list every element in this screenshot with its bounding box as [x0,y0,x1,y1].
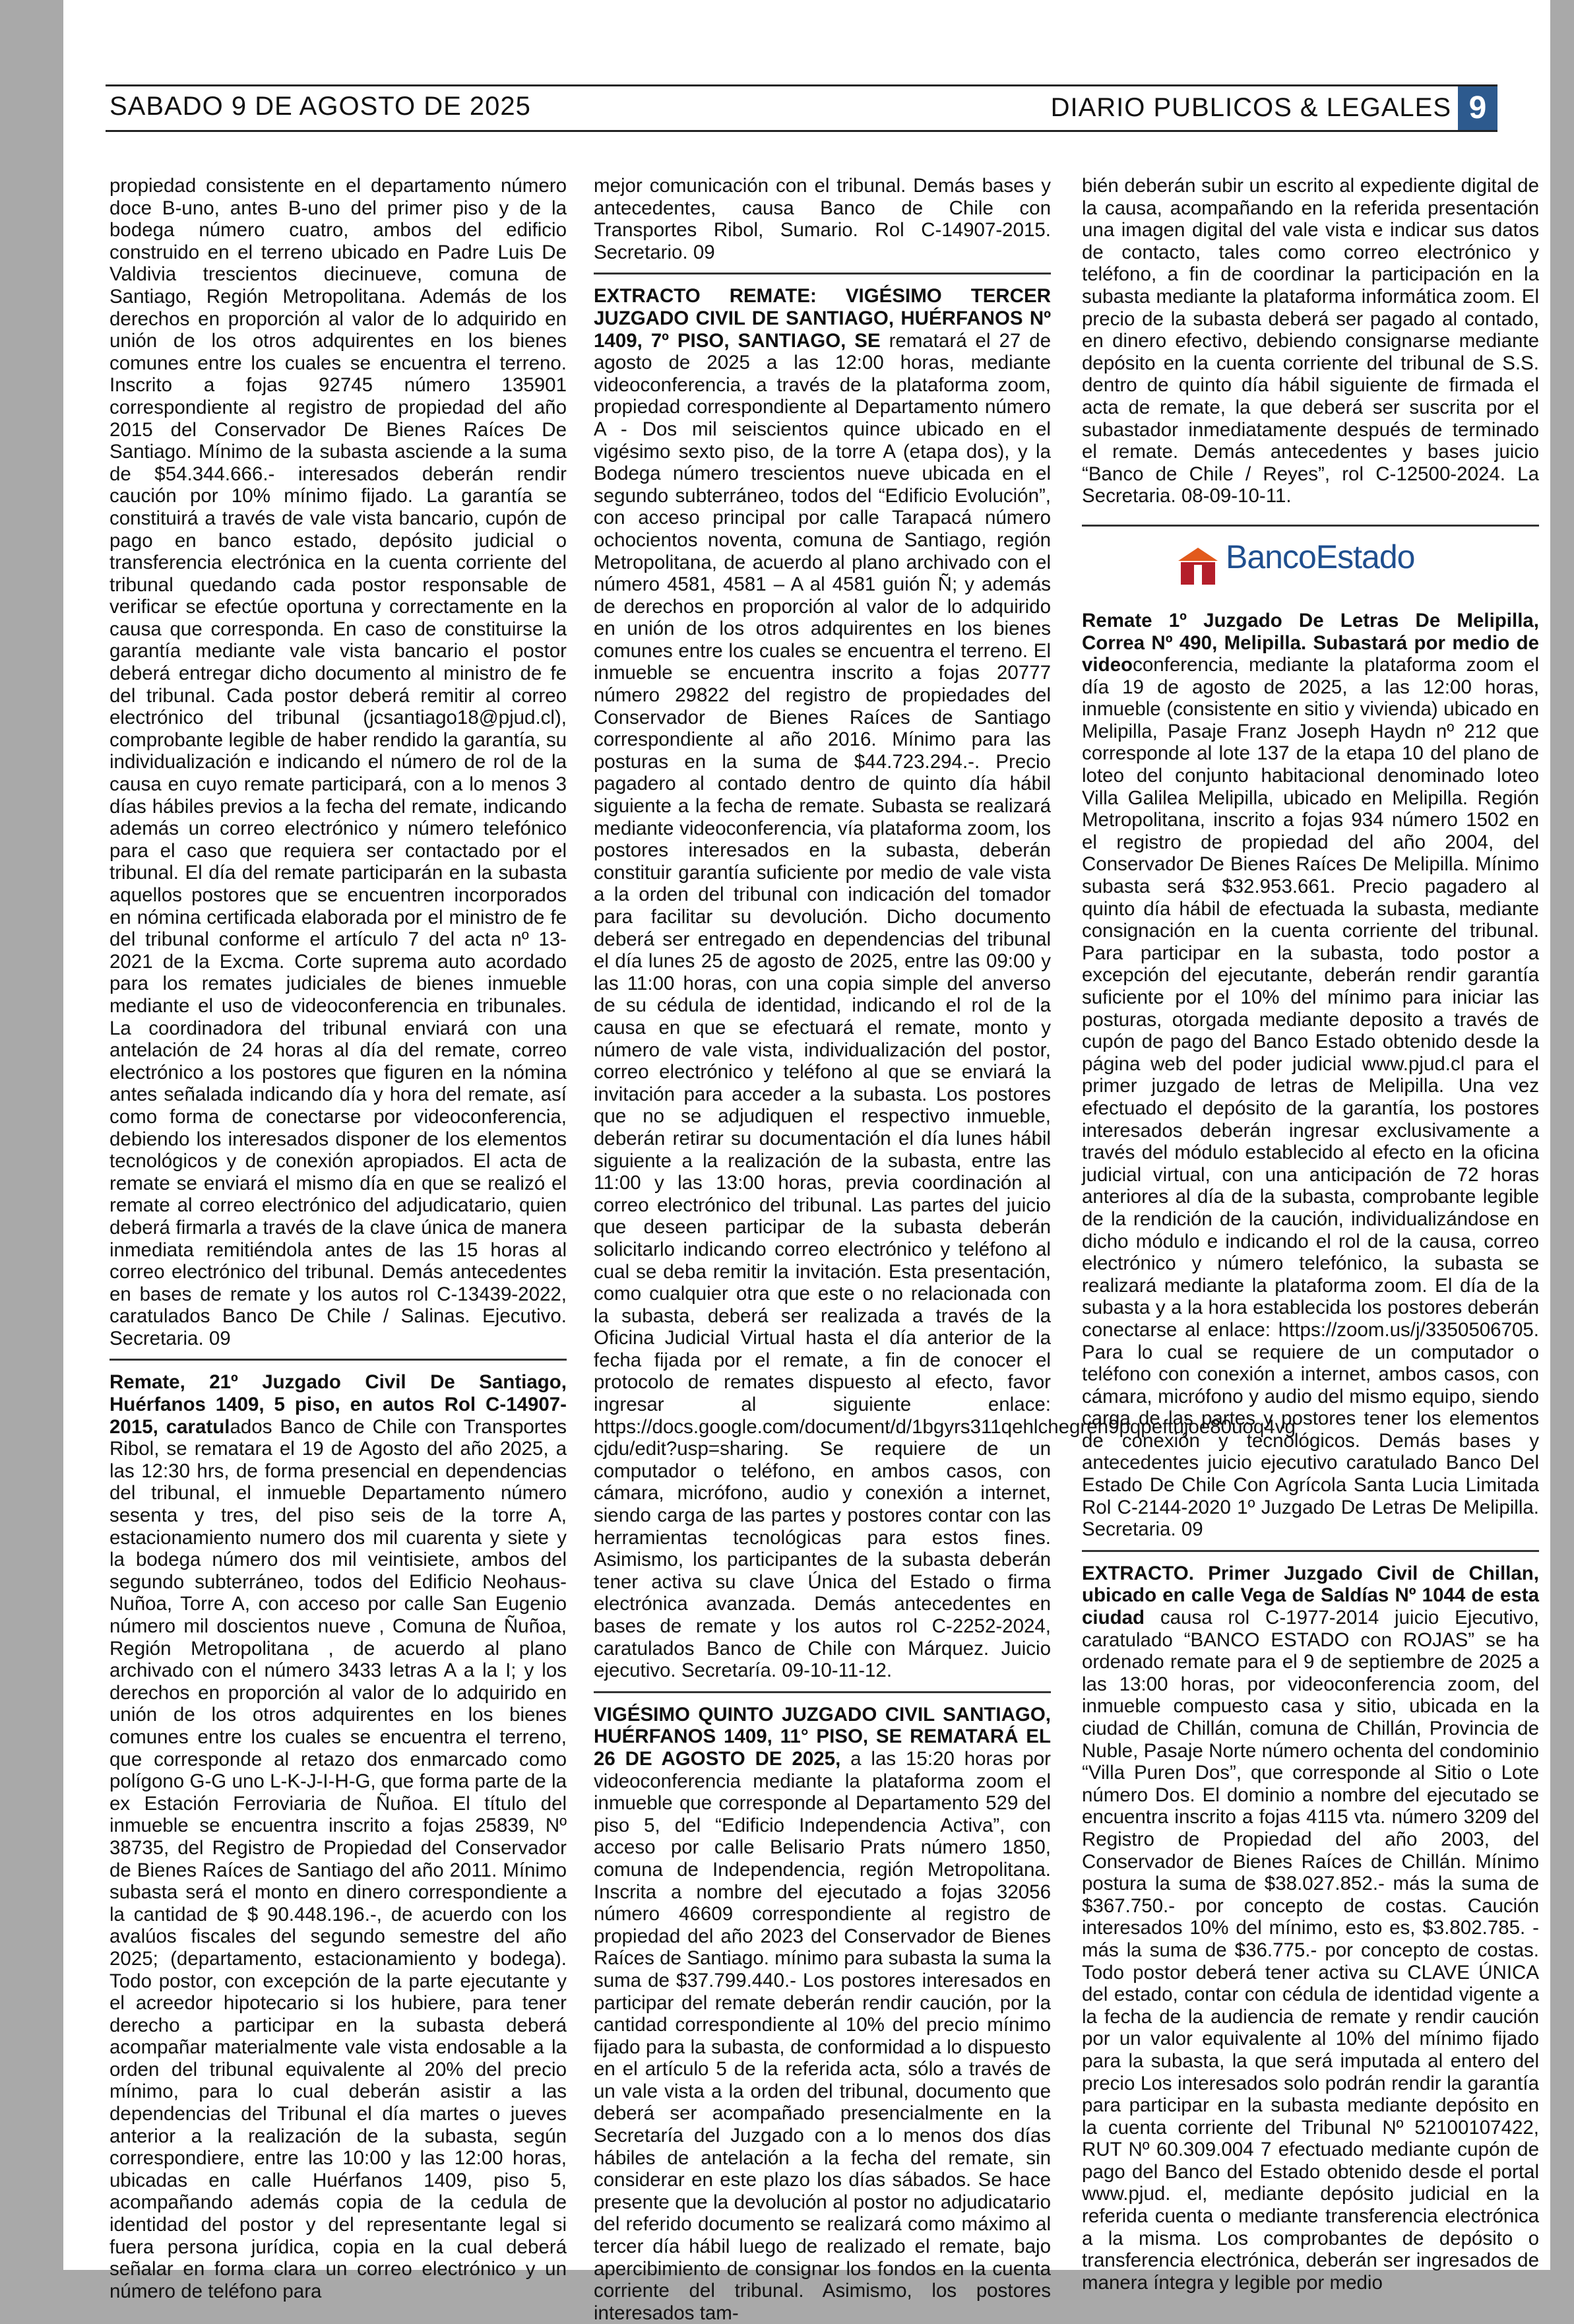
column-1 [110,175,567,2302]
notice-heading: Remate, 21º Juzgado Civil De Santiago, Huérfanos 1409, 5 piso, en autos Rol C-14907-2015, caratul [110,1371,567,1438]
notice-body: causa rol C-1977-2014 juicio Ejecutivo, caratulado “BANCO ESTADO con ROJAS” se ha ordenado remate para el 9 de septiembre de 2025 a las 13:00 horas, por videoconferencia zoom, del inmueble compuesto casa y sitio, ubicada en la ciudad de Chillán, comuna de Chillán, Provincia de Nuble, Pasaje Norte número ochenta del condominio “Villa Puren Dos”, que corresponde al Sitio o Lote número Dos. El dominio a nombre del ejecutado se encuentra inscrito a fojas 4115 vta. número 3209 del Registro de Propiedad del año 2003, del Conservador de Bienes Raíces de Chillán. Mínimo postura la suma de $38.027.852.- más la suma de $367.750.- por concepto de costas. Caución interesados 10% del mínimo, esto es, $3.802.785. - más la suma de $36.775.- por concepto de costas. Todo postor deberá tener activa su CLAVE ÚNICA del estado, contar con cédula de identidad vigente a la fecha de la audiencia de remate y rendir caución por un valor equivalente al 10% del mínimo fijado para la subasta, la que será imputada al entero del precio Los interesados solo podrán rendir la garantía para participar en la subasta mediante depósito en la cuenta corriente del Tribunal Nº 52100107422, RUT Nº 60.309.004 7 efectuado mediante cupón de pago del Banco del Estado obtenido desde el portal www.pjud. el, mediante depósito judicial en la referida cuenta o mediante transferencia electrónica a la misma. Los comprobantes de depósito o transferencia electrónica, deberán ser ingresados de manera íntegra y legible por medio [1082,1607,1539,2294]
issue-date: SABADO 9 DE AGOSTO DE 2025 [110,92,531,121]
notice-heading: Remate 1º Juzgado De Letras De Melipilla, Correa Nº 490, Melipilla. Subastará por medio de video [1082,609,1539,676]
bancoestado-logo [1082,525,1539,591]
notice-continuation: bién deberán subir un escrito al expediente digital de la causa, acompañando en la referida presentación una imagen digital del vale vista e indicar sus datos de contacto, tales como correo electrónico y teléfono, a fin de coordinar la participación en la subasta mediante la plataforma informática zoom. El precio de la subasta deberá ser pagado al contado, en dinero efectivo, debiendo consignarse mediante depósito en la cuenta corriente del tribunal de S.S. dentro de quinto día hábil siguiente de firmada el acta de remate, la que deberá ser suscrita por el subastador inmediatamente después de terminado el remate. Demás antecedentes y bases juicio “Banco de Chile / Reyes”, rol C-12500-2024. La Secretaria. 08-09-10-11. [1082,175,1539,507]
notice-body: rematará el 27 de agosto de 2025 a las 12:00 horas, mediante videoconferencia, a través de la plataforma zoom, propiedad correspondiente al Departamento número A - Dos mil seiscientos quince ubicado en el vigésimo sexto piso, de la torre A (etapa dos), y la Bodega número trescientos nueve ubicada en el segundo subterráneo, todos del “Edificio Evolución”, con acceso principal por calle Tarapacá número ochocientos noventa, comuna de Santiago, región Metropolitana, de acuerdo al plano archivado con el número 4581, 4581 – A al 4581 guión Ñ; y además de derechos en proporción al valor de lo adquirido en unión de los otros adquirentes en los bienes comunes entre los cuales se encuentra el terreno. El inmueble se encuentra inscrito a fojas 20777 número 29822 del registro de propiedades del Conservador de Bienes Raíces de Santiago correspondiente al año 2016. Mínimo para las posturas en la suma de $44.723.294.-. Precio pagadero al contado dentro de quinto día hábil siguiente a la fecha de remate. Subasta se realizará mediante videoconferencia, vía plataforma zoom, los postores interesados en la subasta, deberán constituir garantía suficiente por medio de vale vista a la orden del tribunal con indicación del tomador para facilitar su devolución. Dicho documento deberá ser entregado en dependencias del tribunal el día lunes 25 de agosto de 2025, entre las 09:00 y las 11:00 horas, con una copia simple del anverso de su cédula de identidad, indicando el rol de la causa en que se efectuará el remate, monto y número de vale vista, individualización del postor, correo electrónico y teléfono al que se enviará la invitación para acceder a la subasta. Los postores que no se adjudiquen el respectivo inmueble, deberán retirar su documentación el día lunes hábil siguiente a la realización de la subasta, entre las 11:00 y las 13:00 horas, previa coordinación al correo electrónico del tribunal. Las partes del juicio que deseen participar de la subasta deberán solicitarlo indicando correo electrónico y teléfono al cual se deba remitir la invitación. Esta presentación, como cualquier otra que este o no relacionada con la subasta, deberá ser realizada a través de la Oficina Judicial Virtual hasta el día anterior de la fecha fijada por el remate, a fin de conocer el protocolo de remates dispuesto al efecto, favor ingresar al siguiente enlace: https://docs.google.com/document/d/1bgyrs311qehlchegreh9pqpeftujoe80uoq4vg cjdu/edit?usp=sharing. Se requiere de un computador o teléfono, en ambos casos, con cámara, micrófono, audio y conexión a internet, siendo carga de las partes y postores contar con las herramientas tecnológicas para estos fines. Asimismo, los participantes de la subasta deberán tener activa su clave Única del Estado o firma electrónica avanzada. Demás antecedentes en bases de remate y los autos rol C-2252-2024, caratulados Banco de Chile con Márquez. Juicio ejecutivo. Secretaría. 09-10-11-12. [594,329,1296,1682]
notice-continuation: mejor comunicación con el tribunal. Demás bases y antecedentes, causa Banco de Chile con Transportes Ribol, Sumario. Rol C-14907-2015. Secretario. 09 [594,175,1051,263]
notice-body: ados Banco de Chile con Transportes Ribol, se rematara el 19 de Agosto del año 2025, a las 12:30 hrs, de forma presencial en dependencias del tribunal, el inmueble Departamento número sesenta y tres, del piso seis de la torre A, estacionamiento numero dos mil cuarenta y siete y la bodega número dos mil veintisiete, ambos del segundo subterráneo, todos del Edificio Neohaus- Nuñoa, Torre A, con acceso por calle San Eugenio número mil doscientos nueve , Comuna de Ñuñoa, Región Metropolitana , de acuerdo al plano archivado con el número 3433 letras A a la I; y los derechos en proporción al valor de lo adquirido en unión de los otros adquirentes en los bienes comunes entre los cuales se encuentra el terreno, que corresponde al retazo dos enmarcado como polígono G-G uno L-K-J-I-H-G, que forma parte de la ex Estación Ferroviaria de Ñuñoa. El título del inmueble se encuentra inscrito a fojas 25839, Nº 38735, del Registro de Propiedad del Conservador de Bienes Raíces de Santiago del año 2011. Mínimo subasta será el monto en dinero correspondiente a la cantidad de $ 90.448.196.-, de acuerdo con los avalúos fiscales del segundo semestre del año 2025; (departamento, estacionamiento y bodega). Todo postor, con excepción de la parte ejecutante y el acreedor hipotecario si los hubiere, para tener derecho a participar en la subasta deberá acompañar materialmente vale vista endosable a la orden del tribunal equivalente al 20% del precio mínimo, para lo cual deberán asistir a las dependencias del Tribunal el día martes o jueves anterior a la realización de la subasta, según correspondiere, entre las 10:00 y las 12:00 horas, ubicadas en calle Huérfanos 1409, piso 5, acompañando además copia de la cedula de identidad del postor y del representante legal si fuera persona jurídica, copia en la cual deberá señalar en forma clara un correo electrónico y un número de teléfono para [110,1415,567,2302]
page-header [106,84,1497,132]
right-margin [1550,0,1574,2315]
notice-vigesimo-tercer-juzgado [594,273,1296,1682]
column-2 [594,175,1296,2324]
column-3 [1082,175,1539,2294]
notice-body: a las 15:20 horas por videoconferencia mediante la plataforma zoom el inmueble que corresponde al Departamento 529 del piso 5, del “Edificio Independencia Activa”, con acceso por calle Belisario Prats número 1850, comuna de Independencia, región Metropolitana. Inscrita a nombre del ejecutado a fojas 32056 número 46609 correspondiente al registro de propiedad del año 2023 del Conservador de Bienes Raíces de Santiago. mínimo para subasta la suma la suma de $37.799.440.- Los postores interesados en participar del remate deberán rendir caución, por la cantidad correspondiente al 10% del precio mínimo fijado para la subasta, de conformidad a lo dispuesto en el artículo 5 de la referida acta, sólo a través de un vale vista a la orden del tribunal, documento que deberá ser acompañado presencialmente en la Secretaría del Juzgado con a lo menos dos días hábiles de antelación a la fecha del remate, sin considerar en este plazo los días sábados. Se hace presente que la devolución al postor no adjudicatario del referido documento se realizará como máximo al tercer día hábil luego de realizado el remate, bajo apercibimiento de consignar los fondos en la cuenta corriente del tribunal. Asimismo, los postores interesados tam- [594,1747,1051,2324]
left-margin [0,0,63,2315]
page-number: 9 [1458,86,1497,130]
notice-heading: EXTRACTO REMATE: VIGÉSIMO TERCER JUZGADO CIVIL DE SANTIAGO, HUÉRFANOS Nº 1409, 7º PISO, SANTIAGO, SE [594,285,1051,352]
notice-melipilla [1082,604,1539,1541]
notice-body: conferencia, mediante la plataforma zoom el día 19 de agosto de 2025, a las 12:00 horas, inmueble (consistente en sitio y vivienda) ubicado en Melipilla, Pasaje Franz Joseph Haydn nº 212 que corresponde al lote 137 de la etapa 10 del plano de loteo del conjunto habitacional denominado loteo Villa Galilea Melipilla, ubicado en Melipilla. Región Metropolitana, inscrito a fojas 934 número 1502 en el registro de propiedad del año 2004, del Conservador De Bienes Raíces De Melipilla. Mínimo subasta será $32.953.661. Precio pagadero al quinto día hábil de efectuada la subasta, mediante consignación en la cuenta corriente del tribunal. Para participar en la subasta, todo postor a excepción del ejecutante, deberán rendir garantía suficiente por el 10% del mínimo para iniciar las posturas, otorgada mediante deposito a través de cupón de pago del Banco Estado obtenido desde la página web del poder judicial www.pjud.cl para el primer juzgado de letras de Melipilla. Una vez efectuado el depósito de la garantía, los postores interesados deberán ingresar exclusivamente a través del módulo establecido al efecto en la oficina judicial virtual, con una anticipación de 72 horas anteriores al día de la subasta, comprobante legible de la rendición de la caución, individualizándose en dicho módulo e indicando el rol de la causa, correo electrónico y número telefónico, la subasta se realizará mediante la plataforma zoom. El día de la subasta y a la hora establecida los postores deberán conectarse al enlace: https://zoom.us/j/3350506705. Para lo cual se requiere de un computador o teléfono con conexión a internet, ambos casos, con cámara, micrófono y audio del mismo equipo, siendo carga de las partes y postores tener los elementos de conexión y tecnológicos. Demás bases y antecedentes juicio ejecutivo caratulado Banco Del Estado De Chile Con Agrícola Santa Lucia Limitada Rol C-2144-2020 1º Juzgado De Letras De Melipilla. Secretaria. 09 [1082,654,1539,1541]
notice-remate-21-juzgado [110,1359,567,2302]
bancoestado-logo-text: BancoEstado [1226,538,1415,575]
notice-heading: VIGÉSIMO QUINTO JUZGADO CIVIL SANTIAGO, HUÉRFANOS 1409, 11° PISO, SE REMATARÁ EL 26 DE AGOSTO DE 2025, [594,1703,1051,1770]
notice-chillan [1082,1550,1539,2294]
notice-vigesimo-quinto-juzgado [594,1691,1051,2324]
notice-continuation: propiedad consistente en el departamento número doce B-uno, antes B-uno del primer piso y de la bodega número cuatro, ambos del edificio construido en el terreno ubicado en Padre Luis De Valdivia trescientos diecinueve, comuna de Santiago, Región Metropolitana. Además de los derechos en proporción al valor de lo adquirido en unión de los otros adquirentes en los bienes comunes entre los cuales se encuentra el terreno. Inscrito a fojas 92745 número 135901 correspondiente al registro de propiedad del año 2015 del Conservador De Bienes Raíces De Santiago. Mínimo de la subasta asciende a la suma de $54.344.666.- interesados deberán rendir caución por 10% mínimo fijado. La garantía se constituirá a través de vale vista bancario, cupón de pago en banco estado, depósito judicial o transferencia electrónica en la cuenta corriente del tribunal quedando cada postor responsable de verificar se efectúe oportuna y correctamente en la causa que corresponda. En caso de constituirse la garantía mediante vale vista bancario el postor deberá entregar dicho documento al ministro de fe del tribunal. Cada postor deberá remitir al correo electrónico del tribunal (jcsantiago18@pjud.cl), comprobante legible de haber rendido la garantía, su individualización e indicando el número de rol de la causa en cuyo remate participará, con a lo menos 3 días hábiles previos a la fecha del remate, indicando además un correo electrónico y número telefónico para el caso que requiera ser contactado por el tribunal. El día del remate participarán en la subasta aquellos postores que se encuentren incorporados en nómina certificada elaborada por el ministro de fe del tribunal conforme el artículo 7 del acta nº 13-2021 de la Excma. Corte suprema auto acordado para los remates judiciales de bienes inmueble mediante el uso de videoconferencia en tribunales. La coordinadora del tribunal enviará con una antelación de 24 horas al día del remate, correo electrónico a los postores que figuren en la nómina antes señalada indicando día y hora del remate, así como forma de conectarse por videoconferencia, debiendo los interesados disponer de los elementos tecnológicos y de conexión apropiados. El acta de remate se enviará el mismo día en que se realizó el remate al correo electrónico del adjudicatario, quien deberá firmarla a través de la clave única de manera inmediata remitiéndola antes de las 15 horas al correo electrónico del tribunal. Demás antecedentes en bases de remate y los autos rol C-13439-2022, caratulados Banco De Chile / Salinas. Ejecutivo. Secretaria. 09 [110,175,567,1349]
notice-heading: EXTRACTO. Primer Juzgado Civil de Chillan, ubicado en calle Vega de Saldías Nº 1044 de esta ciudad [1082,1562,1539,1629]
bancoestado-logo-icon [1177,545,1219,587]
publication-title: DIARIO PUBLICOS & LEGALES [1050,93,1451,122]
